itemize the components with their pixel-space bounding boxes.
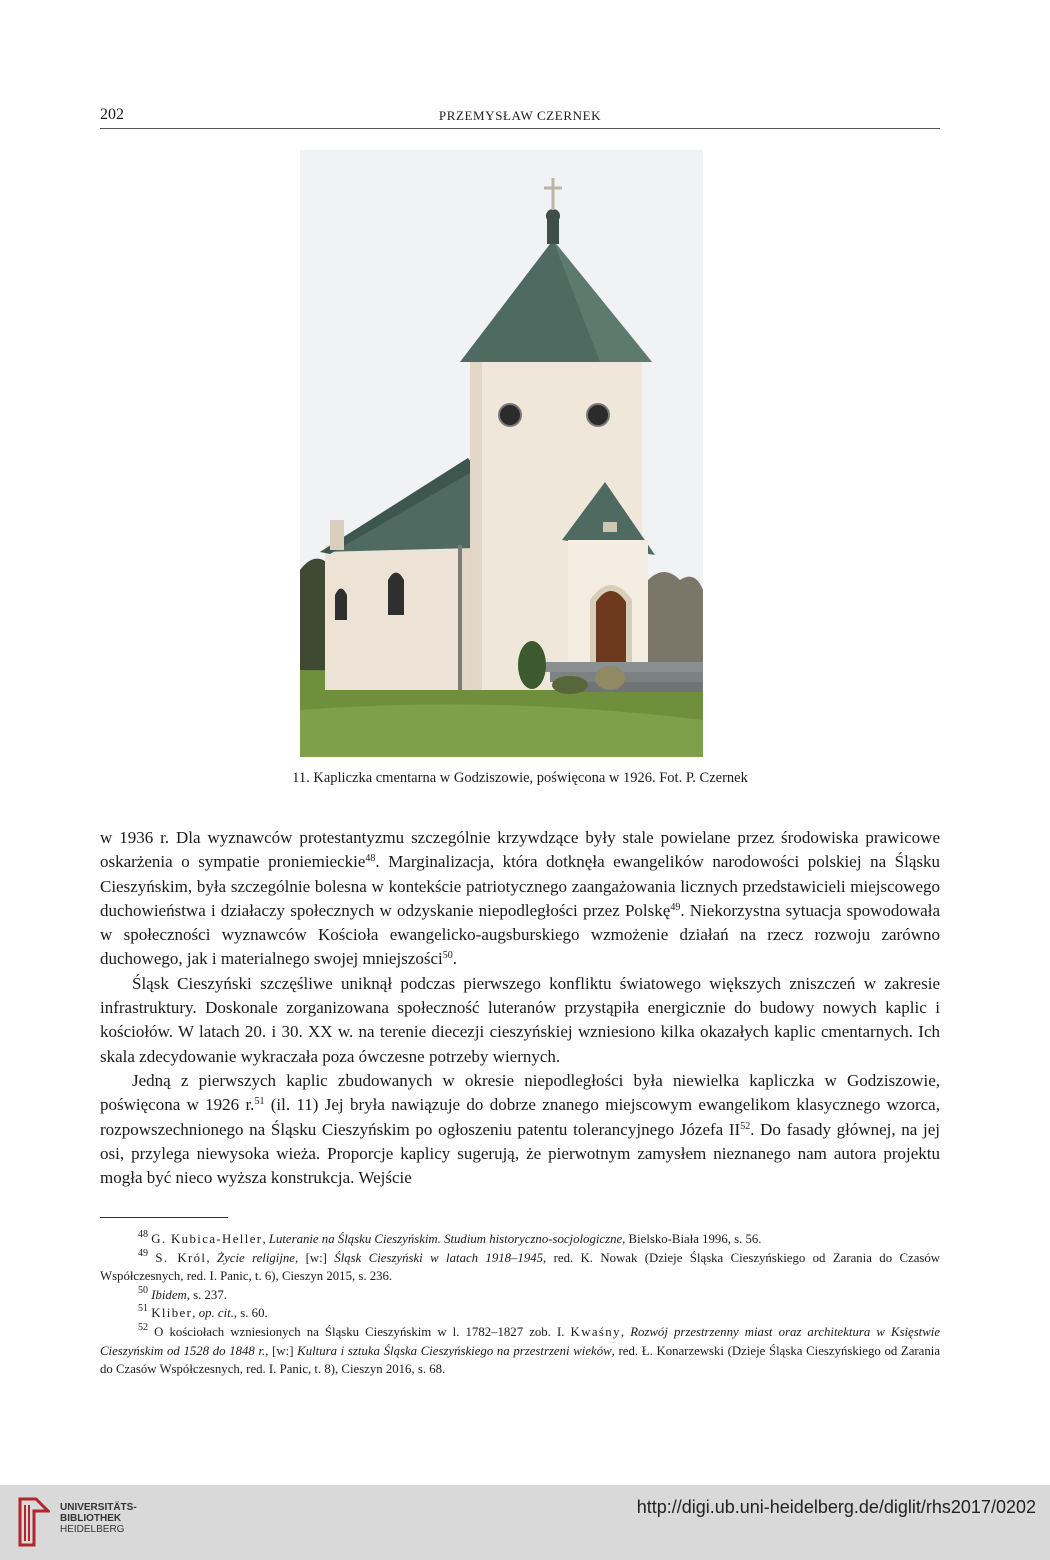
page-number: 202	[100, 106, 124, 123]
figure-caption: 11. Kapliczka cmentarna w Godziszowie, poświęcona w 1926. Fot. P. Czernek	[292, 770, 748, 786]
footnote-divider	[100, 1217, 228, 1218]
library-footer	[0, 1485, 1050, 1560]
library-name: UNIVERSITÄTS- BIBLIOTHEK HEIDELBERG	[60, 1502, 137, 1535]
footnote-ref[interactable]: 48	[365, 853, 376, 865]
footnote-ref[interactable]: 51	[254, 1096, 265, 1108]
paragraph-2: Śląsk Cieszyński szczęśliwe uniknął podczas pierwszego konfliktu światowego większych zniszczeń w zakresie infrastruktury. Doskonale zorganizowana społeczność luteranów przystąpiła energicznie do budowy nowych kaplic i kościołów. W latach 20. i 30. XX w. na terenie diecezji cieszyńskiej wzniesiono kilka okazałych kaplic cmentarnych. Ich skala zdecydowanie wykraczała poza ówczesne potrzeby wiernych.	[100, 973, 940, 1066]
source-url-link[interactable]: http://digi.ub.uni-heidelberg.de/diglit/rhs2017/0202	[636, 1497, 1036, 1517]
running-title: PRZEMYSŁAW CZERNEK	[438, 108, 602, 123]
paragraph-3: Jedną z pierwszych kaplic zbudowanych w okresie niepodległości była niewielka kapliczka w Godziszowie, poświęcona w 1926 r.$^{51}$ (il. 11) Jej bryła nawiązuje do dobrze znanego miejscowym ewangelikom klasycznego wzorca, rozpowszechnionego na Śląsku Cieszyńskim po ogłoszeniu patentu tolerancyjnego Józefa II$^{52}$. Do fasady głównej, na jej osi, przylega niewysoka wieża. Proporcje kaplicy sugerują, że pierwotnym zamysłem nieznanego nam autora projektu mogła być nieco wyższa konstrukcja. Wejście	[100, 1070, 941, 1188]
footnote-51: $^{51}$ Kliber, op. cit., s. 60.	[138, 1303, 268, 1321]
footnote-ref[interactable]: 52	[740, 1120, 751, 1132]
footnote-ref[interactable]: 50	[442, 950, 453, 962]
running-header	[100, 104, 940, 129]
footnote-48: $^{48}$ G. Kubica-Heller, Luteranie na Śląsku Cieszyńskim. Studium historyczno-socjologiczne, Bielsko-Biała 1996, s. 56.	[138, 1229, 762, 1246]
footnotes	[100, 1230, 940, 1379]
footnote-ref[interactable]: 49	[670, 901, 681, 913]
footnote-50: $^{50}$ Ibidem, s. 237.	[138, 1284, 227, 1302]
body-text	[100, 826, 940, 1190]
chapel-photo	[300, 150, 703, 757]
paragraph-1: w 1936 r. Dla wyznawców protestantyzmu szczególnie krzywdzące były stale powielane przez środowiska prawicowe oskarżenia o sympatie proniemieckie$^{48}$. Marginalizacja, która dotknęła ewangelików narodowości polskiej na Śląsku Cieszyńskim, była szczególnie bolesna w kontekście patriotycznego zaangażowania licznych przedstawicieli miejscowego duchowieństwa i działaczy społecznych w odzyskanie niepodległości przez Polskę$^{49}$. Niekorzystna sytuacja spowodowała w społeczności wyznawców Kościoła ewangelicko-augsburskiego wzmożenie działań na rzecz rozwoju zarówno duchowego, jak i materialnego swojej mniejszości$^{50}$.	[100, 828, 941, 969]
library-logo-icon	[14, 1497, 50, 1547]
chapel-illustration	[300, 150, 703, 757]
footnote-49: $^{49}$ S. Król, Życie religijne, [w:] Śląsk Cieszyński w latach 1918–1945, red. K. Nowak (Dzieje Śląska Cieszyńskiego od Zarania do Czasów Współczesnych, red. I. Panic, t. 6), Cieszyn 2015, s. 236.	[100, 1247, 941, 1284]
footnote-52: $^{52}$ O kościołach wzniesionych na Śląsku Cieszyńskim w l. 1782–1827 zob. I. Kwaśny, Rozwój przestrzenny miast oraz architektura w Księstwie Cieszyńskim od 1528 do 1848 r., [w:] Kultura i sztuka Śląska Cieszyńskiego na przestrzeni wieków, red. Ł. Konarzewski (Dzieje Śląska Cieszyńskiego od Zarania do Czasów Współczesnych, red. I. Panic, t. 8), Cieszyn 2016, s. 68.	[100, 1321, 941, 1377]
